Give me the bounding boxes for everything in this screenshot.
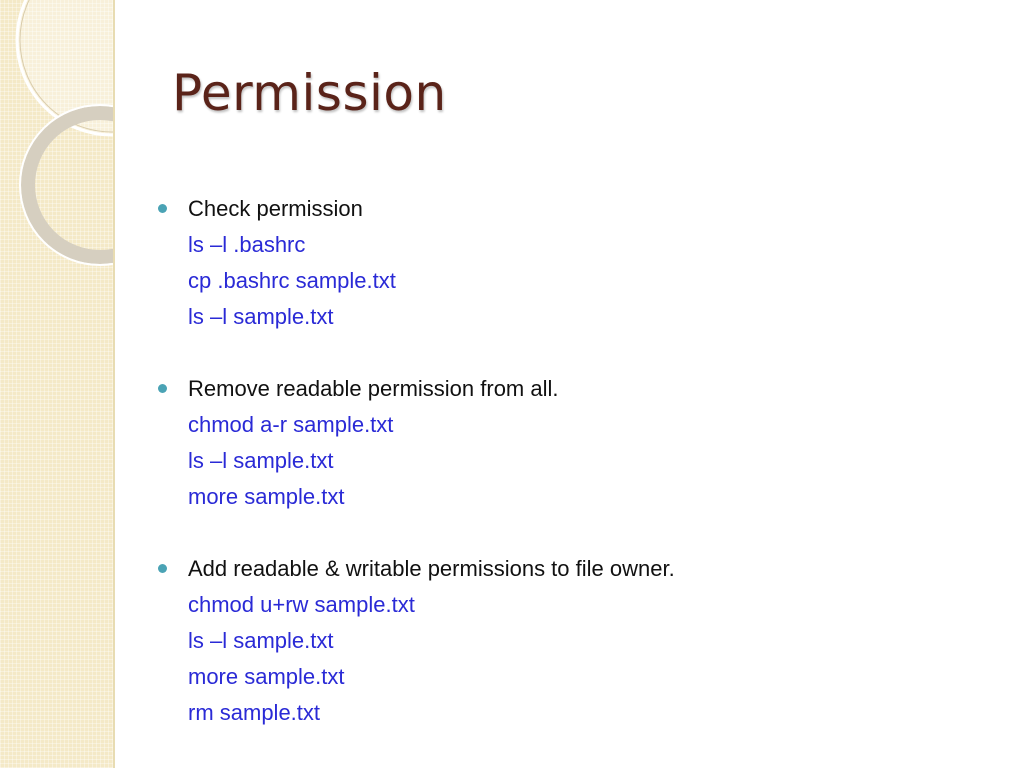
command-line: chmod u+rw sample.txt bbox=[188, 592, 415, 617]
bullet-heading: Remove readable permission from all. bbox=[188, 376, 559, 401]
command-line: rm sample.txt bbox=[188, 700, 321, 725]
command-line: ls –l .bashrc bbox=[188, 232, 306, 257]
section-add-readable-writable bbox=[156, 551, 996, 731]
bullet-dot-icon bbox=[158, 564, 167, 573]
bullet-heading: Add readable & writable permissions to file owner. bbox=[188, 556, 675, 581]
section-check-permission bbox=[156, 191, 996, 335]
command-line: cp .bashrc sample.txt bbox=[188, 268, 396, 293]
command-line: more sample.txt bbox=[188, 484, 345, 509]
command-line: ls –l sample.txt bbox=[188, 448, 334, 473]
decorative-side-panel bbox=[0, 0, 115, 768]
bullet-item bbox=[156, 371, 996, 407]
bullet-dot-icon bbox=[158, 384, 167, 393]
bullet-heading: Check permission bbox=[188, 196, 363, 221]
decorative-circles bbox=[0, 0, 113, 768]
command-line: more sample.txt bbox=[188, 664, 345, 689]
section-remove-readable bbox=[156, 371, 996, 515]
command-line: ls –l sample.txt bbox=[188, 628, 334, 653]
bullet-item bbox=[156, 551, 996, 587]
command-line: ls –l sample.txt bbox=[188, 304, 334, 329]
slide-title: Permission bbox=[172, 64, 447, 122]
bullet-dot-icon bbox=[158, 204, 167, 213]
slide-content bbox=[156, 191, 996, 767]
bullet-item bbox=[156, 191, 996, 227]
command-line: chmod a-r sample.txt bbox=[188, 412, 394, 437]
